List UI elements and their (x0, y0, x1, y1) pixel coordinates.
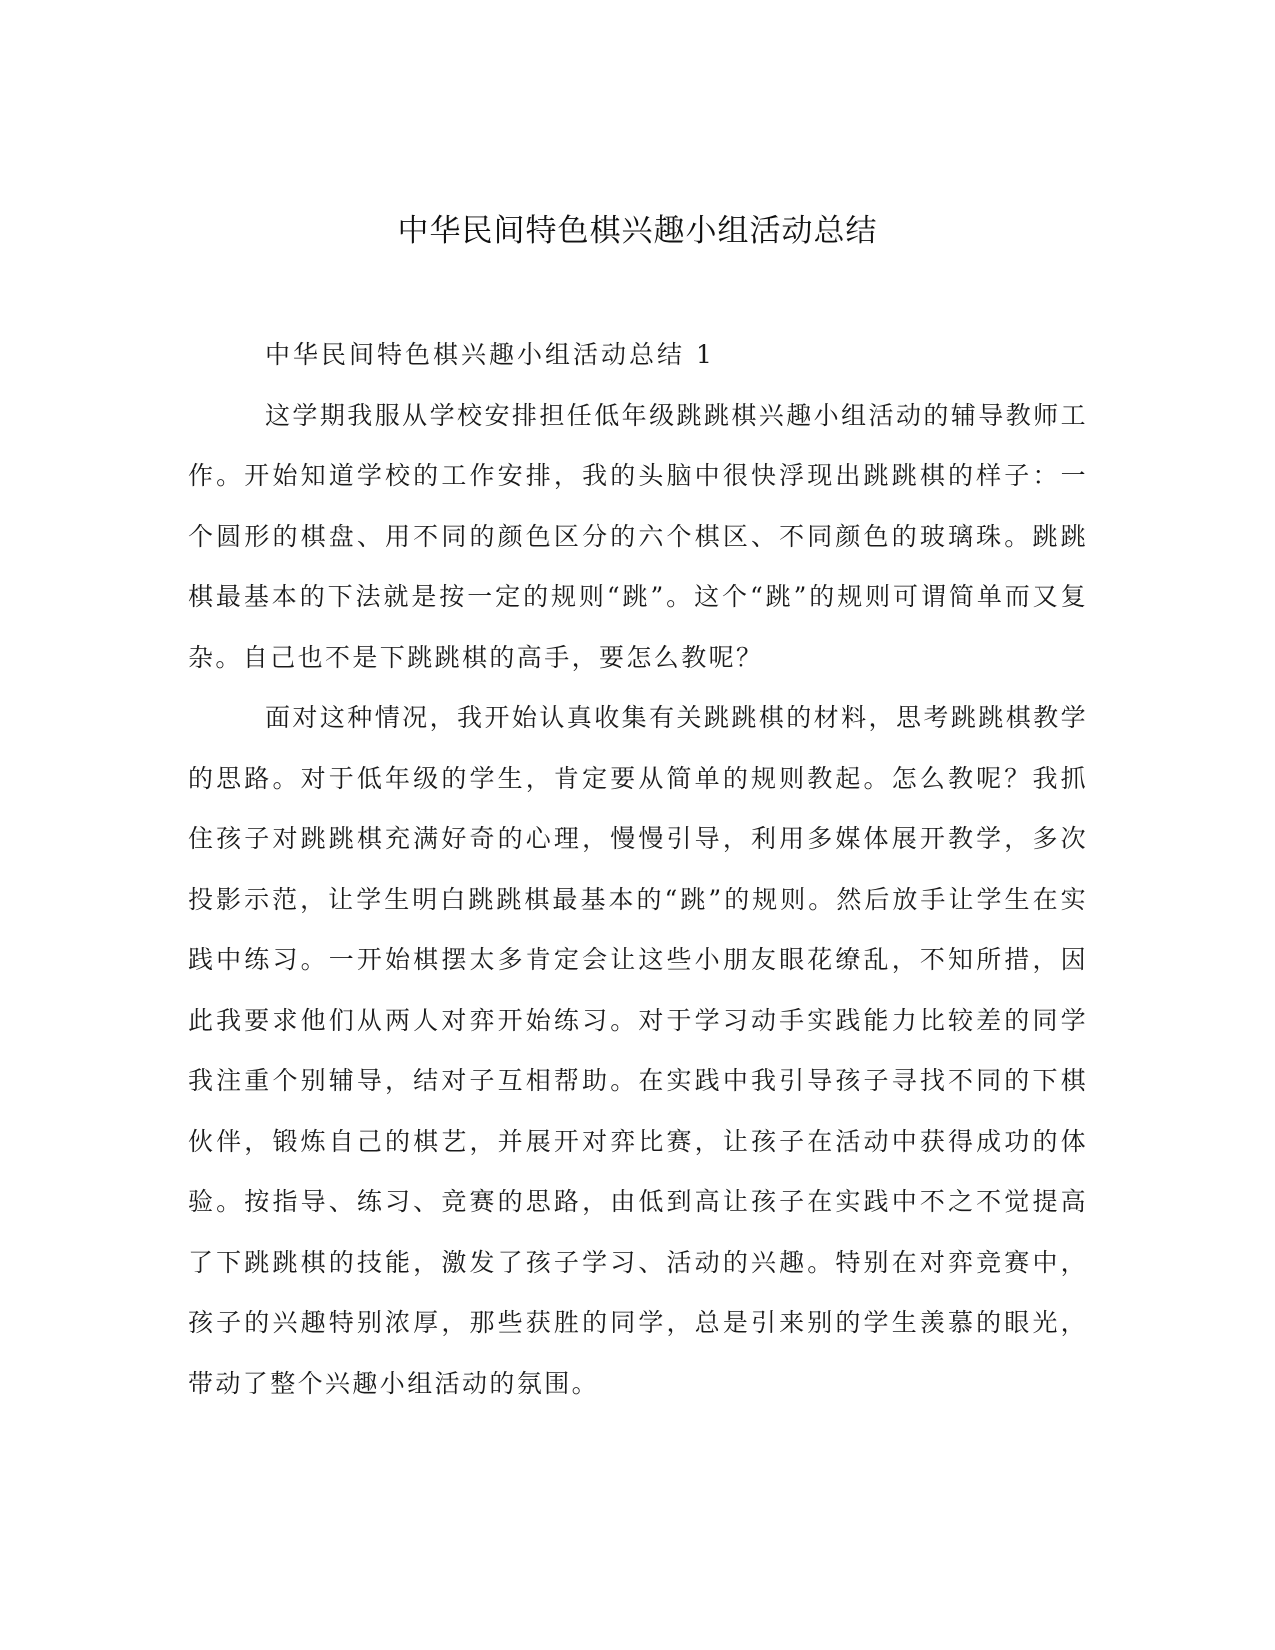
paragraph-2: 面对这种情况，我开始认真收集有关跳跳棋的材料，思考跳跳棋教学的思路。对于低年级的学生，肯定要从简单的规则教起。怎么教呢？我抓住孩子对跳跳棋充满好奇的心理，慢慢引导，利用多媒体展开教学，多次投影示范，让学生明白跳跳棋最基本的“跳”的规则。然后放手让学生在实践中练习。一开始棋摆太多肯定会让这些小朋友眼花缭乱，不知所措，因此我要求他们从两人对弈开始练习。对于学习动手实践能力比较差的同学我注重个别辅导，结对子互相帮助。在实践中我引导孩子寻找不同的下棋伙伴，锻炼自己的棋艺，并展开对弈比赛，让孩子在活动中获得成功的体验。按指导、练习、竞赛的思路，由低到高让孩子在实践中不之不觉提高了下跳跳棋的技能，激发了孩子学习、活动的兴趣。特别在对弈竞赛中，孩子的兴趣特别浓厚，那些获胜的同学，总是引来别的学生羡慕的眼光，带动了整个兴趣小组活动的氛围。 (188, 703, 1088, 1398)
document-body (188, 325, 1088, 1414)
section-heading: 中华民间特色棋兴趣小组活动总结 1 (265, 340, 715, 369)
document-title: 中华民间特色棋兴趣小组活动总结 (397, 213, 878, 249)
paragraph-1: 这学期我服从学校安排担任低年级跳跳棋兴趣小组活动的辅导教师工作。开始知道学校的工作安排，我的头脑中很快浮现出跳跳棋的样子：一个圆形的棋盘、用不同的颜色区分的六个棋区、不同颜色的玻璃珠。跳跳棋最基本的下法就是按一定的规则“跳”。这个“跳”的规则可谓简单而又复杂。自己也不是下跳跳棋的高手，要怎么教呢？ (188, 400, 1088, 672)
